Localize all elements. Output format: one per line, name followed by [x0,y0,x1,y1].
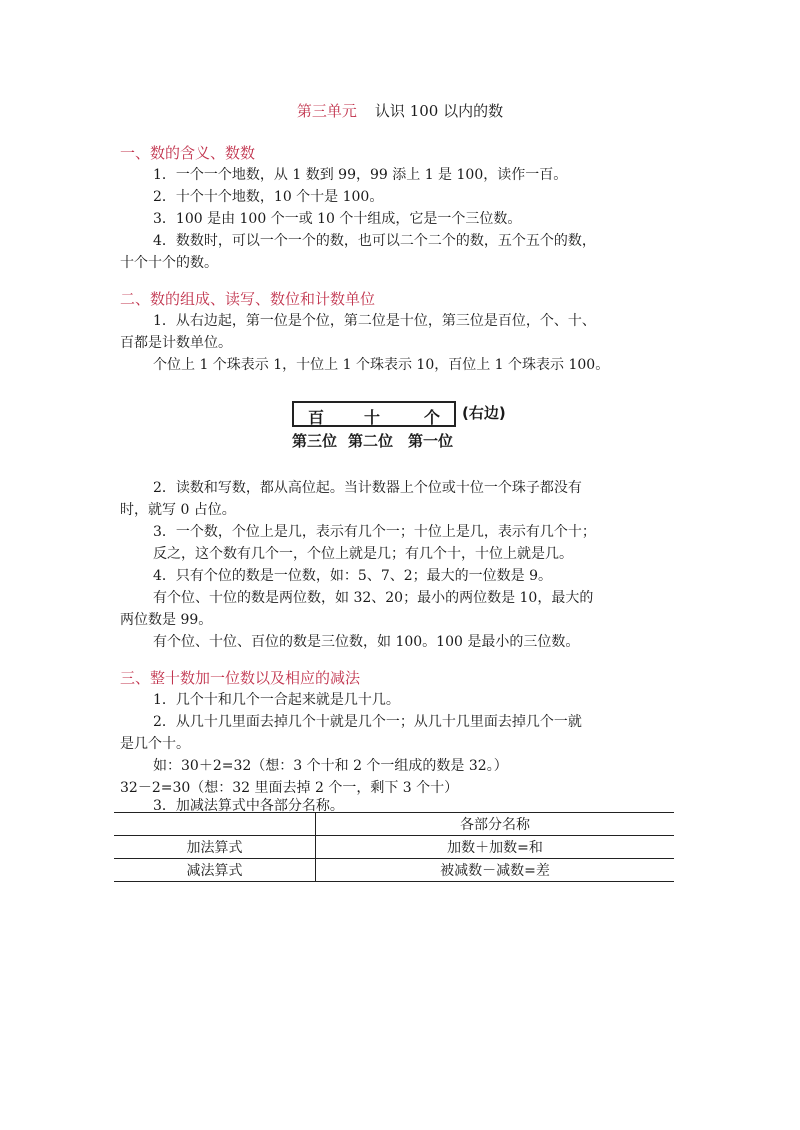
table-cell: 加法算式 [114,836,316,859]
table-header-cell [114,813,316,836]
section3-line: 如：30＋2=32（想：3 个十和 2 个一组成的数是 32。） [153,758,508,774]
section3-line: 2．从几十几里面去掉几个十就是几个一；从几十几里面去掉几个一就 [153,714,582,730]
section1-line: 2．十个十个地数，10 个十是 100。 [153,189,384,205]
section2-line: 反之，这个数有几个一，个位上就是几；有几个十，十位上就是几。 [153,546,573,562]
third-place-label: 第三位 [292,432,338,450]
section2-line: 两位数是 99。 [120,612,213,628]
section1-line: 4．数数时，可以一个一个的数，也可以二个二个的数，五个五个的数， [153,233,596,249]
section3-line: 32－2=30（想：32 里面去掉 2 个一，剩下 3 个十） [120,780,459,796]
place-value-box [292,401,456,427]
table-cell: 减法算式 [114,859,316,882]
section2-line: 时，就写 0 占位。 [120,502,236,518]
section2-line: 1．从右边起，第一位是个位，第二位是十位，第三位是百位，个、十、 [153,313,596,329]
section2-line: 百都是计数单位。 [120,335,232,351]
first-place-label: 第一位 [408,432,454,450]
ones-cell: 个 [424,408,441,427]
tens-cell: 十 [364,408,381,427]
right-side-note: (右边) [462,404,506,422]
section3-line: 是几个十。 [120,736,190,752]
table-cell: 加数＋加数=和 [316,836,675,859]
table-cell: 被减数－减数=差 [316,859,675,882]
section2-line: 有个位、十位、百位的数是三位数，如 100。100 是最小的三位数。 [153,634,580,650]
section2-line: 2．读数和写数，都从高位起。当计数器上个位或十位一个珠子都没有 [153,480,582,496]
page-title [0,100,800,122]
section2-heading: 二、数的组成、读写、数位和计数单位 [120,290,376,308]
second-place-label: 第二位 [348,432,394,450]
hundreds-cell: 百 [308,408,325,427]
section2-line: 3．一个数，个位上是几，表示有几个一；十位上是几，表示有几个十； [153,524,596,540]
unit-topic: 认识 100 以内的数 [374,102,504,120]
section3-heading: 三、整十数加一位数以及相应的减法 [120,669,361,687]
section3-line: 3．加减法算式中各部分名称。 [153,798,344,814]
section1-line: 3．100 是由 100 个一或 10 个十组成，它是一个三位数。 [153,211,522,227]
section2-line: 有个位、十位的数是两位数，如 32、20；最小的两位数是 10，最大的 [153,590,594,606]
table-header-row [114,813,674,836]
table-row [114,859,674,882]
place-value-figure [290,397,550,457]
section2-line: 个位上 1 个珠表示 1，十位上 1 个珠表示 10，百位上 1 个珠表示 100。 [153,357,610,373]
unit-label: 第三单元 [296,102,357,120]
part-names-table [114,812,674,882]
section2-line: 4．只有个位的数是一位数，如：5、7、2；最大的一位数是 9。 [153,568,552,584]
section1-heading: 一、数的含义、数数 [120,144,256,162]
section1-line: 十个十个的数。 [120,255,218,271]
section3-line: 1．几个十和几个一合起来就是几十几。 [153,692,400,708]
table-row [114,836,674,859]
table-header-cell: 各部分名称 [316,813,675,836]
section1-line: 1．一个一个地数，从 1 数到 99，99 添上 1 是 100，读作一百。 [153,167,568,183]
